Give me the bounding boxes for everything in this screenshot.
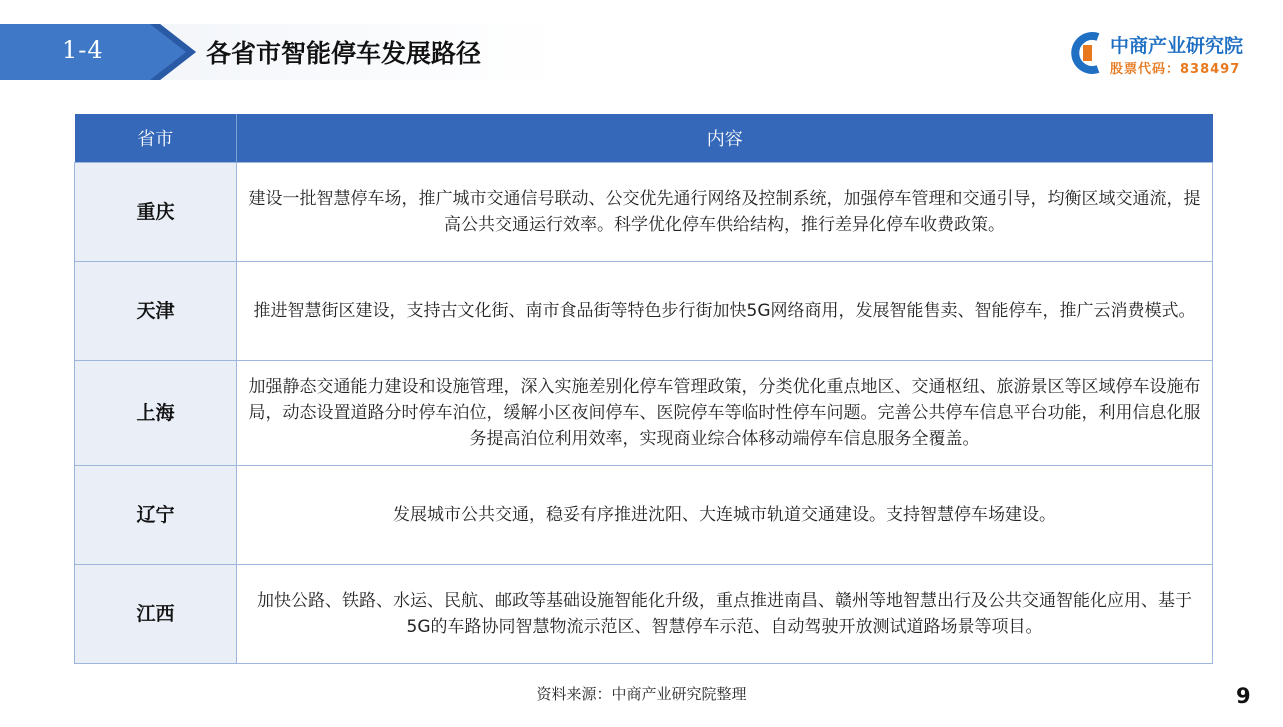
table-row (75, 262, 1213, 361)
table-row (75, 361, 1213, 466)
page-number: 9 (1236, 684, 1251, 708)
page-title: 各省市智能停车发展路径 (206, 39, 482, 68)
column-header-province: 省市 (75, 114, 237, 163)
section-tag (0, 24, 196, 80)
section-number: 1-4 (62, 36, 104, 64)
table-row (75, 565, 1213, 664)
content-cell: 加快公路、铁路、水运、民航、邮政等基础设施智能化升级，重点推进南昌、赣州等地智慧出行及公共交通智能化应用、基于5G的车路协同智慧物流示范区、智慧停车示范、自动驾驶开放测试道路场景等项目。 (237, 565, 1213, 664)
content-cell: 加强静态交通能力建设和设施管理，深入实施差别化停车管理政策，分类优化重点地区、交通枢纽、旅游景区等区域停车设施布局，动态设置道路分时停车泊位，缓解小区夜间停车、医院停车等临时性停车问题。完善公共停车信息平台功能，利用信息化服务提高泊位利用效率，实现商业综合体移动端停车信息服务全覆盖。 (237, 361, 1213, 466)
province-cell: 辽宁 (75, 466, 237, 565)
logo-name: 中商产业研究院 (1110, 35, 1244, 57)
logo-mark-icon (1068, 31, 1106, 75)
development-path-table (74, 114, 1213, 664)
content-cell: 建设一批智慧停车场，推广城市交通信号联动、公交优先通行网络及控制系统，加强停车管理和交通引导，均衡区域交通流，提高公共交通运行效率。科学优化停车供给结构，推行差异化停车收费政策。 (237, 163, 1213, 262)
content-cell: 发展城市公共交通，稳妥有序推进沈阳、大连城市轨道交通建设。支持智慧停车场建设。 (237, 466, 1213, 565)
source-note: 资料来源：中商产业研究院整理 (536, 685, 747, 703)
column-header-content: 内容 (237, 114, 1213, 163)
province-cell: 江西 (75, 565, 237, 664)
province-cell: 上海 (75, 361, 237, 466)
content-cell: 推进智慧街区建设，支持古文化街、南市食品街等特色步行街加快5G网络商用，发展智能售卖、智能停车，推广云消费模式。 (237, 262, 1213, 361)
province-cell: 天津 (75, 262, 237, 361)
table-header-row (75, 114, 1213, 163)
table-row (75, 163, 1213, 262)
table-row (75, 466, 1213, 565)
province-cell: 重庆 (75, 163, 237, 262)
logo-stock-code: 股票代码：838497 (1110, 62, 1241, 77)
company-logo (1068, 27, 1258, 83)
